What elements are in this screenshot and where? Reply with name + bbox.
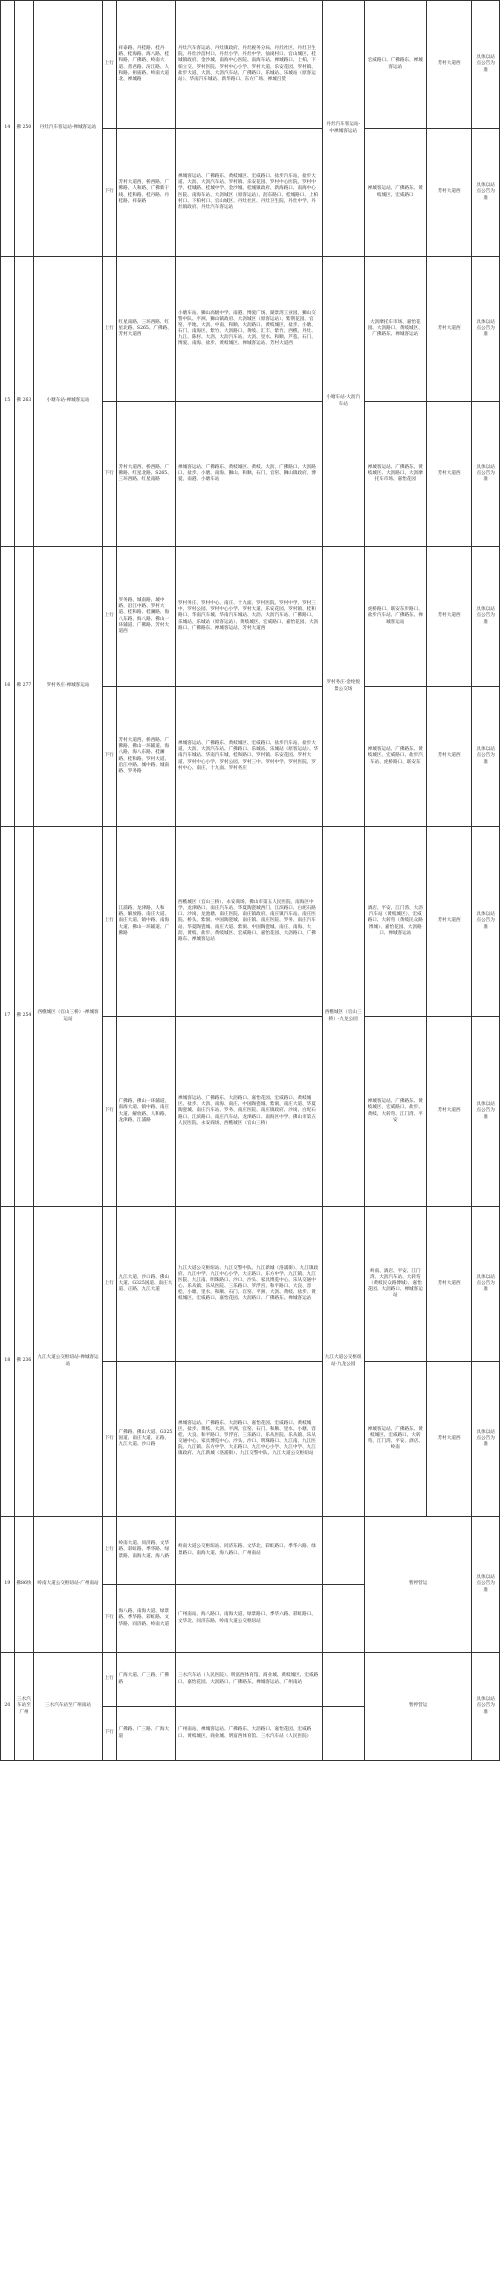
row-number: 17 xyxy=(1,827,15,1207)
roads: 九江大道、沙口路、佛山大道、G325国道、南庄大道、正路、九江大道 xyxy=(116,1207,176,1362)
remark: 具体以站点公告为准 xyxy=(472,827,500,1017)
direction: 上行 xyxy=(102,1207,116,1362)
roads: 芳村大道西、桥西路、广佛路、红星北路、S265、三环西路、红星南路 xyxy=(116,402,176,547)
pass-stops: 禅城客运站、广佛路东、黄岐城区、大沥路口、大沥摩托车市场、嘉怡花园 xyxy=(364,402,426,547)
exit-road: 芳村大道西 xyxy=(426,1362,472,1517)
remark: 具体以站点公告为准 xyxy=(472,1517,500,1653)
route-name: 岭南大道公交枢纽站-广州南站 xyxy=(34,1517,103,1653)
row-number: 19 xyxy=(1,1517,15,1653)
remark: 具体以站点公告为准 xyxy=(472,1653,500,1761)
route-number: 佛 277 xyxy=(14,547,33,827)
row-number: 16 xyxy=(1,547,15,827)
roads: 红星南路、三环西路、红星北路、S265、广佛路、芳村大道西 xyxy=(116,257,176,402)
stops: 小塘车站、狮山高级中学、南港、博爱广场、湖景湾工业园、狮山交警中队、平洲、狮山镇政府、大沥城区（原客运站）、紫荆花园、官窑、平地、大沥、中南、和顺、大沥路口、黄岐城区、盐步、小塘、石门、南海区、紫竹、大沥路口、黄岐、汇丰、紫竹、西樵、丹灶、九江、陈村、大沥、大沥汽车站、大沥、里水、和顺、芦苞、石门、博爱、南海、盐步、黄岐城区、禅城客运站、芳村大道西 xyxy=(176,257,322,402)
route-number: 佛 254 xyxy=(14,827,33,1207)
route-name: 丹灶汽车客运站-禅城客运站 xyxy=(34,1,103,257)
exit-road: 芳村大道西 xyxy=(426,827,472,1017)
roads: 芳村大道西、桥西路、广佛路、人和路、广佛新干线、桂和路、桂丹路、丹桂路、祥泰路 xyxy=(116,129,176,257)
remark: 具体以站点公告为准 xyxy=(472,402,500,547)
roads: 祥泰路、丹桂路、桂丹路、桂海路、海八路、桂和路、广佛路、岭南大道、普君路、汾江路、人和路、祖庙路、岭南大道北、禅城路 xyxy=(116,1,176,129)
table-row xyxy=(1,257,500,402)
roads: 江浦路、龙津路、人和路、解放路、南庄大道、南庄大道、镇中路、南海大道、佛山一环辅道、广佛路 xyxy=(116,827,176,1017)
pass-stops: 禅城客运站、广佛路东、黄岐城区、宏威路口、大转弯、江门湾、平安、酒店、岭南 xyxy=(364,1362,426,1517)
stops: 禅城客运站、广佛路东、大沥路口、嘉怡花园、宏威路口、黄岐城区、盐步、黄岐、大沥、平洲、官窑、石门、和顺、里水、小塘、容桂、大良、和平路口、罗浮宫、三乐路口、乐从医院、乐从镇、乐从交通中心、家具博览中心、沙头、沙口、明珠路口、九江南、九江医院、九江镇、东方中学、大正路口、九江中心小学、九江中学、九江镇政府、九江新城（洛浦街）、九江交警中队、九江大道公交枢纽站 xyxy=(176,1362,322,1517)
direction: 下行 xyxy=(102,1707,116,1761)
remark: 具体以站点公告为准 xyxy=(472,1017,500,1207)
direction: 上行 xyxy=(102,257,116,402)
direction: 下行 xyxy=(102,129,116,257)
roads: 广佛路、广三路、广海大道 xyxy=(116,1707,176,1761)
direction: 下行 xyxy=(102,1585,116,1653)
direction: 下行 xyxy=(102,402,116,547)
remark: 具体以站点公告为准 xyxy=(472,547,500,687)
pass-stops: 大沥摩托车市场、嘉怡花园、大沥路口、黄岐城区、广佛路东、禅城客运站 xyxy=(364,257,426,402)
table-row xyxy=(1,827,500,1017)
pass-stops: 禅城客运站、广佛路东、黄岐城区、宏威路口 xyxy=(364,129,426,257)
stops: 岭南大道公交枢纽站、同济东路、文华北、彩虹路口、季华六路、绿景路口、南海大道、海八路口、广州南站 xyxy=(176,1517,322,1585)
pass-stops: 酒店、平安、江门湾、大沥汽车站（黄岐城区）、宏威路口、大转弯（黄岐民众路博城）、嘉怡花园、大沥路口、禅城客运站 xyxy=(364,827,426,1017)
terminal: 小塘车站-大沥汽车站 xyxy=(322,257,364,547)
direction: 上行 xyxy=(102,1653,116,1707)
direction: 上行 xyxy=(102,827,116,1017)
stops: 九江大道公交枢纽站、九江交警中队、九江新城（洛浦街）、九江镇政府、九江中学、九江中心小学、大正路口、东方中学、九江镇、九江医院、九江南、明珠路口、沙口、沙头、家具博览中心、乐从交通中心、乐从镇、乐从医院、三乐路口、罗浮宫、和平路口、大良、容桂、小塘、里水、和顺、石门、官窑、平洲、大沥、黄岐、盐步、黄岐城区、宏威路口、嘉怡花园、大沥路口、广佛路东、禅城客运站 xyxy=(176,1207,322,1362)
table-row xyxy=(1,1207,500,1362)
exit-road: 芳村大道西 xyxy=(426,129,472,257)
exit-road: 芳村大道西 xyxy=(426,257,472,402)
roads: 广海大道、广三路、广佛路 xyxy=(116,1653,176,1707)
direction: 上行 xyxy=(102,1,116,129)
direction: 上行 xyxy=(102,1517,116,1585)
stops: 禅城客运站、广佛路东、大沥路口、嘉怡花园、宏威路口、黄岐城区、盐步、大沥、南海、南庄、中国陶瓷城、紫洞、南庄大道、华夏陶瓷城、南庄汽车站、罗务、南庄医院、南庄镇政府、沙岗、白坭石路口、江滨路口、南庄汽车站、龙津路口、南海区中学、佛山市第五人民医院、永安商场、西樵城区（官山三桥） xyxy=(176,1017,322,1207)
service-status: 暂停营运 xyxy=(364,1517,472,1653)
roads: 罗务路、城南路、城中路、沿江中路、罗村大道、桂和路、桂澜路、海八东路、海八路、佛山一环辅道、广佛路、芳村大道西 xyxy=(116,547,176,687)
roads: 岭南大道、同济路、文华路、彩虹路、季华路、绿景路、南海大道、海八路 xyxy=(116,1517,176,1585)
exit-road: 芳村大道西 xyxy=(426,547,472,687)
terminal: 罗村务庄-金纶悦景公交场 xyxy=(322,547,364,827)
route-number: 佛 263 xyxy=(14,257,33,547)
row-number: 15 xyxy=(1,257,15,547)
exit-road: 芳村大道西 xyxy=(426,402,472,547)
pass-stops: 禅城客运站、广佛路东、黄岐城区、宏威路口、盐步、黄岐、大转弯、江门湾、平安 xyxy=(364,1017,426,1207)
table-row xyxy=(1,1517,500,1585)
row-number: 18 xyxy=(1,1207,15,1517)
stops: 禅城客运站、广佛路东、黄岐城区、宏威路口、盐步汽车站、盐步大道、大沥、大沥汽车站、广佛路口、乐城站、乐城站（原客运站）、华南汽车城站、华南汽车城、桂和路口、罗村镇、乐安花园、罗村大道、罗村中心小学、罗村公园、罗村三中、罗村中学、罗村医院、罗村中心、南庄、十九面、罗村务庄 xyxy=(176,687,322,827)
remark: 具体以站点公告为准 xyxy=(472,129,500,257)
route-number: 三水汽车站至广州 xyxy=(14,1653,33,1761)
times xyxy=(322,1653,364,1707)
roads: 芳村大道西、桥西路、广佛路、佛山一环辅道、海八路、海八东路、桂澜路、桂和路、罗村大道、沿江中路、城中路、城南路、罗务路 xyxy=(116,687,176,827)
terminal: 九江大道公交枢纽站-九龙公园 xyxy=(322,1207,364,1517)
pass-stops: 宏威路口、广佛路东、禅城客运站 xyxy=(364,1,426,129)
pass-stops: 禅城客运站、广佛路东、黄岐城区、宏威路口、盐步汽车站、虎桥路口、联安东 xyxy=(364,687,426,827)
route-name: 九江大道公交枢纽站-禅城客运站 xyxy=(34,1207,103,1517)
roads: 海八路、南海大道、绿景路、季华路、彩虹路、文华路、同济路、岭南大道 xyxy=(116,1585,176,1653)
table-row xyxy=(1,547,500,687)
exit-road: 芳村大道西 xyxy=(426,1207,472,1362)
stops: 西樵城区（官山三桥）、永安商场、佛山市第五人民医院、南海区中学、龙津路口、南庄汽车站、华夏陶瓷城西门、江滨路口、白坭石路口、沙岗、龙池塘、南庄医院、南庄镇政府、南庄镇汽车站、南庄医院、桥头、紫洞、中国陶瓷城、南庄镇、南庄医院、罗务、南庄汽车站、华夏陶瓷城、南庄大道、紫洞、中国陶瓷城、南庄、南海、大沥、黄岐、盐步、黄岐城区、宏威路口、嘉怡花园、大沥路口、广佛路东、禅城客运站 xyxy=(176,827,322,1017)
stops: 丹灶汽车客运站、丹灶镇政府、丹灶税务分局、丹灶社区、丹灶卫生院、丹灶沙滘村口、丹灶小学、丹灶中学、仙岗村口、官山城区、桂城镇政府、金沙城、南海中心医院、南海车站、禅城路口、上柏、下柏立交、罗村医院、罗村中心小学、罗村大道、乐安花园、罗村镇、盐步大道、大沥、大沥汽车站、广佛路口、乐城站、乐城站（原客运站）、华南汽车城站、新华路口、东方广场、禅城百货 xyxy=(176,1,322,129)
stops: 三水汽车站（人民医院）、明富西体育馆、商业城、黄岐城区、宏威路口、嘉怡花园、大沥路口、广佛路东、禅城客运站、广州南站 xyxy=(176,1653,322,1707)
direction: 下行 xyxy=(102,1017,116,1207)
stops: 广州南站、禅城客运站、广佛路东、大沥路口、嘉怡花园、宏威路口、黄岐城区、商业城、明富西体育馆、三水汽车站（人民医院） xyxy=(176,1707,322,1761)
route-name: 三水汽车站至广州南站 xyxy=(34,1653,103,1761)
terminal: 西樵城区（官山三桥）-九龙公园 xyxy=(322,827,364,1207)
roads: 广佛路、佛山大道、G325国道、南庄大道、正路、九江大道、沙口路 xyxy=(116,1362,176,1517)
exit-road: 芳村大道西 xyxy=(426,687,472,827)
direction: 下行 xyxy=(102,687,116,827)
remark: 具体以站点公告为准 xyxy=(472,1207,500,1362)
times xyxy=(322,1585,364,1653)
stops: 禅城客运站、广佛路东、黄岐城区、宏威路口、盐步汽车站、盐步大道、大沥、大沥汽车站、罗村镇、乐安花园、罗村中心医院、罗村中学、桂城路、桂城中学、金沙城、桂城镇政府、新海路口、南海中心医院、南海车站、大沥城区（原客运站）、沥东路口、桂城路口、上柏村口、下柏村口、官山城区、丹灶社区、丹灶卫生院、丹灶中学、丹灶镇政府、丹灶汽车客运站 xyxy=(176,129,322,257)
route-number: 佛 250 xyxy=(14,1,33,257)
row-number: 20 xyxy=(1,1653,15,1761)
terminal: 丹灶汽车客运站-中禅城客运站 xyxy=(322,1,364,257)
route-name: 西樵城区（官山三桥）-禅城客运站 xyxy=(34,827,103,1207)
exit-road: 芳村大道西 xyxy=(426,1,472,129)
direction: 下行 xyxy=(102,1362,116,1517)
pass-stops: 虎桥路口、联安东步路口、盐步汽车站、广佛路东、禅城客运站 xyxy=(364,547,426,687)
stops: 广州南站、海八路口、南海大道、绿景路口、季华六路、彩虹路口、文华北、同济东路、岭南大道公交枢纽站 xyxy=(176,1585,322,1653)
remark: 具体以站点公告为准 xyxy=(472,687,500,827)
stops: 罗村务庄、罗村中心、南庄、十九面、罗村医院、罗村中学、罗村三中、罗村公园、罗村中心小学、罗村大道、乐安花园、罗村镇、桂和路口、华南汽车城、华南汽车城站、大沥、大沥汽车站、广佛路口、乐城站、乐城站（原客运站）、黄岐城区、宏威路口、嘉怡花园、大沥路口、广佛路东、禅城客运站、芳村大道西 xyxy=(176,547,322,687)
row-number: 14 xyxy=(1,1,15,257)
route-name: 罗村务庄-禅城客运站 xyxy=(34,547,103,827)
times xyxy=(322,1707,364,1761)
route-name: 小塘车站-禅城客运站 xyxy=(34,257,103,547)
times xyxy=(322,1517,364,1585)
route-number: 佛86快 xyxy=(14,1517,33,1653)
table-row xyxy=(1,1653,500,1707)
route-number: 佛 236 xyxy=(14,1207,33,1517)
table-row xyxy=(1,1,500,129)
exit-road: 芳村大道西 xyxy=(426,1017,472,1207)
remark: 具体以站点公告为准 xyxy=(472,1,500,129)
roads: 广佛路、佛山一环辅道、南海大道、镇中路、南庄大道、解放路、人和路、龙津路、江浦路 xyxy=(116,1017,176,1207)
stops: 禅城客运站、广佛路东、黄岐城区、黄岐、大沥、广佛路口、大沥路口、盐步、小塘、南海、狮山、和顺、石门、官窑、狮山镇政府、博爱、南港、小塘车站 xyxy=(176,402,322,547)
remark: 具体以站点公告为准 xyxy=(472,1362,500,1517)
direction: 上行 xyxy=(102,547,116,687)
pass-stops: 岭南、酒店、平安、江门湾、大沥汽车站、大转弯（黄岐民众路博城）、嘉怡花园、大沥路口、禅城客运站 xyxy=(364,1207,426,1362)
remark: 具体以站点公告为准 xyxy=(472,257,500,402)
service-status: 暂停营运 xyxy=(364,1653,472,1761)
